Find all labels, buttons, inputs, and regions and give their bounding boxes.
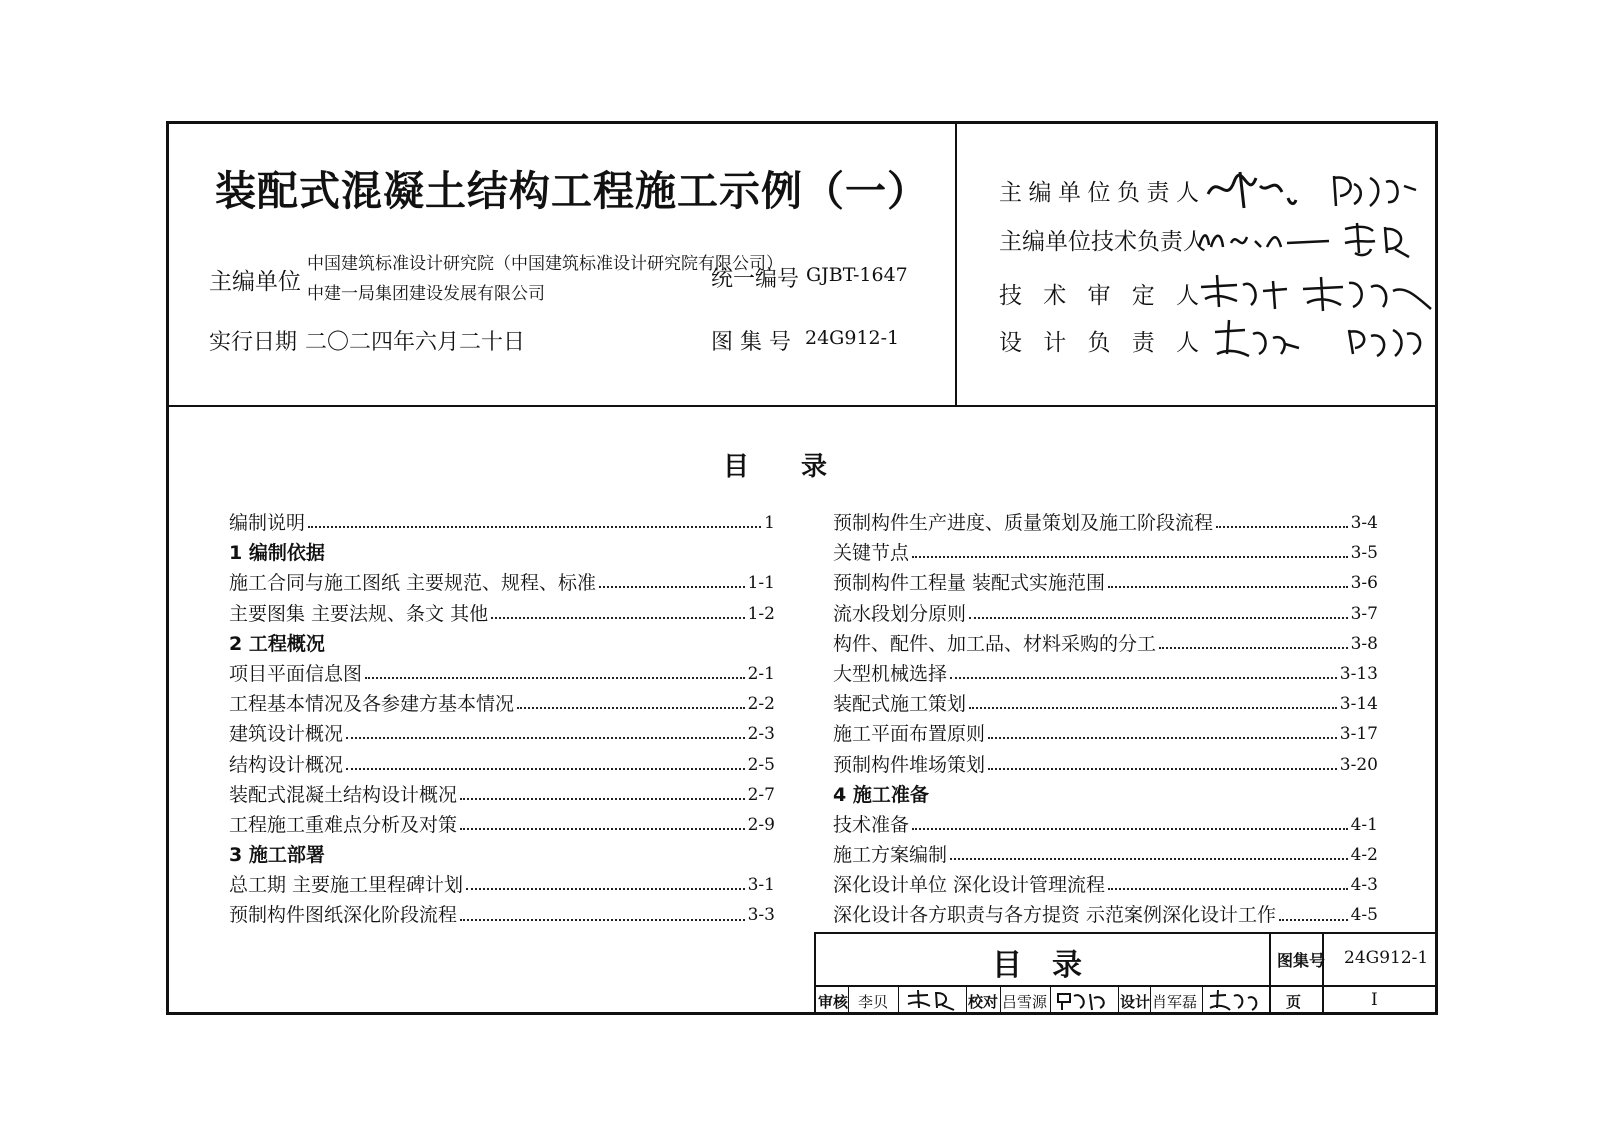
atlas-number-label: 图 集 号 — [711, 330, 791, 355]
toc-entry — [229, 810, 775, 840]
toc-title: 目 录 — [723, 452, 828, 482]
title-block-cell-divider — [1150, 985, 1151, 1013]
toc-entry — [833, 659, 1378, 689]
signatory-role: 设计负责人 — [999, 330, 1199, 356]
signatory-row — [999, 277, 1199, 317]
toc-entry-title: 1 编制依据 — [229, 542, 325, 565]
toc-leader-dots — [466, 888, 745, 890]
toc-entry-title: 大型机械选择 — [833, 662, 948, 685]
toc-leader-dots — [517, 707, 745, 709]
toc-entry — [833, 870, 1378, 900]
title-block-divider — [1322, 934, 1324, 1013]
toc-entry — [229, 750, 775, 780]
toc-entry — [833, 629, 1378, 659]
toc-entry-title: 流水段划分原则 — [833, 602, 967, 625]
toc-section-heading — [229, 840, 775, 870]
toc-entry-page: 3-13 — [1339, 663, 1378, 684]
toc-entry-page: 3-20 — [1339, 754, 1378, 775]
designer-signature-icon — [1206, 988, 1266, 1012]
toc-entry-page: 2-9 — [747, 814, 775, 835]
toc-entry — [833, 599, 1378, 629]
toc-entry-page: 2-2 — [747, 694, 775, 715]
toc-entry-page: 4-3 — [1350, 875, 1378, 896]
document-title: 装配式混凝土结构工程施工示例（一） — [215, 167, 929, 215]
toc-entry — [229, 568, 775, 598]
toc-entry-title: 2 工程概况 — [229, 632, 325, 655]
toc-entry-title: 预制构件图纸深化阶段流程 — [229, 904, 458, 927]
toc-leader-dots — [950, 858, 1348, 860]
toc-entry-page: 2-3 — [747, 724, 775, 745]
chief-unit-line2: 中建一局集团建设发展有限公司 — [307, 284, 545, 304]
toc-entry — [833, 810, 1378, 840]
toc-entry-page: 3-5 — [1350, 543, 1378, 564]
toc-entry — [833, 900, 1378, 930]
toc-entry-title: 施工合同与施工图纸 主要规范、规程、标准 — [229, 572, 597, 595]
title-block-atlas-value: 24G912-1 — [1344, 948, 1429, 968]
toc-entry-page: 2-1 — [747, 663, 775, 684]
toc-section-heading — [229, 629, 775, 659]
checker-signature-icon — [1054, 988, 1114, 1012]
toc-entry-page: 4-5 — [1350, 905, 1378, 926]
unified-number-label: 统一编号 — [711, 267, 800, 292]
toc-entry-title: 总工期 主要施工里程碑计划 — [229, 874, 464, 897]
toc-entry-page: 3-7 — [1350, 603, 1378, 624]
effective-date-value: 二〇二四年六月二十日 — [305, 330, 526, 355]
chief-unit-label: 主编单位 — [209, 269, 301, 295]
design-name: 肖军磊 — [1152, 993, 1198, 1011]
toc-entry — [833, 568, 1378, 598]
toc-leader-dots — [460, 798, 745, 800]
signatory-row — [999, 324, 1199, 364]
page-value: I — [1371, 990, 1378, 1010]
signatory-role: 主编单位技术负责人 — [999, 229, 1206, 255]
title-block-cell-divider — [1050, 985, 1051, 1013]
toc-entry-title: 项目平面信息图 — [229, 662, 363, 685]
toc-entry-page: 3-8 — [1350, 633, 1378, 654]
title-block-divider — [816, 985, 1435, 987]
drawing-sheet — [166, 121, 1438, 1015]
toc-entry — [229, 900, 775, 930]
toc-entry — [229, 719, 775, 749]
toc-leader-dots — [912, 556, 1348, 558]
handwritten-signature-icon — [1195, 213, 1435, 265]
toc-entry — [229, 689, 775, 719]
toc-leader-dots — [988, 737, 1337, 739]
toc-entry — [833, 840, 1378, 870]
toc-entry-title: 结构设计概况 — [229, 753, 344, 776]
toc-entry-title: 构件、配件、加工品、材料采购的分工 — [833, 632, 1157, 655]
toc-entry-page: 4-1 — [1350, 814, 1378, 835]
handwritten-signature-icon — [1204, 164, 1434, 216]
reviewer-signature-icon — [904, 988, 960, 1012]
toc-entry-page: 3-14 — [1339, 694, 1378, 715]
toc-leader-dots — [308, 526, 761, 528]
toc-entry-title: 3 施工部署 — [229, 844, 325, 867]
toc-leader-dots — [491, 617, 745, 619]
header-column-divider — [955, 124, 957, 405]
toc-leader-dots — [599, 586, 745, 588]
toc-leader-dots — [346, 768, 745, 770]
toc-entry — [229, 870, 775, 900]
toc-entry — [229, 659, 775, 689]
toc-entry — [833, 689, 1378, 719]
toc-entry-title: 施工方案编制 — [833, 844, 948, 867]
toc-entry-title: 装配式混凝土结构设计概况 — [229, 783, 458, 806]
title-block-name: 目 录 — [992, 948, 1082, 983]
title-block-cell-divider — [1000, 985, 1001, 1013]
signatory-row — [999, 223, 1206, 263]
title-block-cell-divider — [966, 985, 967, 1013]
toc-entry-page: 2-7 — [747, 784, 775, 805]
chief-unit-line1: 中国建筑标准设计研究院（中国建筑标准设计研究院有限公司） — [307, 254, 783, 274]
toc-leader-dots — [950, 677, 1337, 679]
toc-section-heading — [229, 538, 775, 568]
toc-leader-dots — [365, 677, 745, 679]
toc-entry-title: 技术准备 — [833, 813, 910, 836]
toc-entry-page: 2-5 — [747, 754, 775, 775]
toc-leader-dots — [988, 768, 1337, 770]
title-block-atlas-label: 图集号 — [1277, 951, 1326, 970]
handwritten-signature-icon — [1197, 267, 1437, 319]
unified-number-value: GJBT-1647 — [806, 264, 908, 286]
toc-entry-page: 3-1 — [747, 875, 775, 896]
toc-entry — [833, 538, 1378, 568]
toc-leader-dots — [460, 919, 745, 921]
toc-leader-dots — [1216, 526, 1348, 528]
toc-entry-title: 4 施工准备 — [833, 783, 929, 806]
toc-entry-page: 1 — [764, 513, 775, 533]
toc-entry-title: 预制构件堆场策划 — [833, 753, 986, 776]
review-name: 李贝 — [858, 993, 889, 1011]
header-divider — [169, 405, 1435, 407]
toc-leader-dots — [460, 828, 745, 830]
signatory-role: 技术审定人 — [999, 283, 1199, 309]
page-label: 页 — [1286, 993, 1302, 1011]
toc-leader-dots — [912, 828, 1348, 830]
title-block-cell-divider — [1202, 985, 1203, 1013]
toc-entry-page: 3-6 — [1350, 573, 1378, 594]
toc-entry-title: 建筑设计概况 — [229, 723, 344, 746]
toc-entry-page: 4-2 — [1350, 845, 1378, 866]
toc-entry — [229, 599, 775, 629]
toc-entry-page: 1-1 — [747, 573, 775, 594]
toc-entry-page: 3-4 — [1350, 513, 1378, 533]
toc-entry-title: 关键节点 — [833, 542, 910, 565]
review-label: 审核 — [818, 993, 849, 1011]
toc-leader-dots — [1279, 919, 1348, 921]
toc-entry-title: 深化设计各方职责与各方提资 示范案例深化设计工作 — [833, 904, 1277, 927]
atlas-number-value: 24G912-1 — [805, 327, 900, 349]
toc-leader-dots — [969, 617, 1348, 619]
title-block-divider — [1269, 934, 1271, 1013]
toc-entry — [833, 508, 1378, 538]
design-label: 设计 — [1120, 993, 1151, 1011]
toc-entry-title: 预制构件工程量 装配式实施范围 — [833, 572, 1106, 595]
check-name: 吕雪源 — [1002, 993, 1048, 1011]
toc-section-heading — [833, 780, 1378, 810]
toc-entry-title: 深化设计单位 深化设计管理流程 — [833, 874, 1106, 897]
toc-entry — [229, 508, 775, 538]
toc-entry-title: 编制说明 — [229, 512, 306, 534]
toc-entry-title: 预制构件生产进度、质量策划及施工阶段流程 — [833, 512, 1214, 534]
toc-entry-page: 3-3 — [747, 905, 775, 926]
title-block-cell-divider — [848, 985, 849, 1013]
toc-leader-dots — [1108, 586, 1348, 588]
toc-entry-page: 1-2 — [747, 603, 775, 624]
toc-entry-title: 工程施工重难点分析及对策 — [229, 813, 458, 836]
title-block-cell-divider — [898, 985, 899, 1013]
toc-entry — [833, 719, 1378, 749]
signatory-row — [999, 174, 1199, 214]
toc-leader-dots — [1108, 888, 1348, 890]
toc-left-column — [229, 508, 775, 931]
toc-entry-title: 主要图集 主要法规、条文 其他 — [229, 602, 489, 625]
toc-entry — [229, 780, 775, 810]
title-block — [814, 932, 1435, 1013]
toc-leader-dots — [1159, 647, 1348, 649]
handwritten-signature-icon — [1209, 314, 1439, 366]
signatory-role: 主编单位负责人 — [999, 180, 1199, 206]
toc-entry — [833, 750, 1378, 780]
toc-leader-dots — [346, 737, 745, 739]
check-label: 校对 — [968, 993, 999, 1011]
toc-entry-title: 装配式施工策划 — [833, 693, 967, 716]
toc-entry-title: 工程基本情况及各参建方基本情况 — [229, 693, 515, 716]
toc-leader-dots — [969, 707, 1337, 709]
toc-right-column — [833, 508, 1378, 931]
effective-date-label: 实行日期 — [209, 330, 298, 355]
title-block-cell-divider — [1118, 985, 1119, 1013]
toc-entry-title: 施工平面布置原则 — [833, 723, 986, 746]
toc-entry-page: 3-17 — [1339, 724, 1378, 745]
